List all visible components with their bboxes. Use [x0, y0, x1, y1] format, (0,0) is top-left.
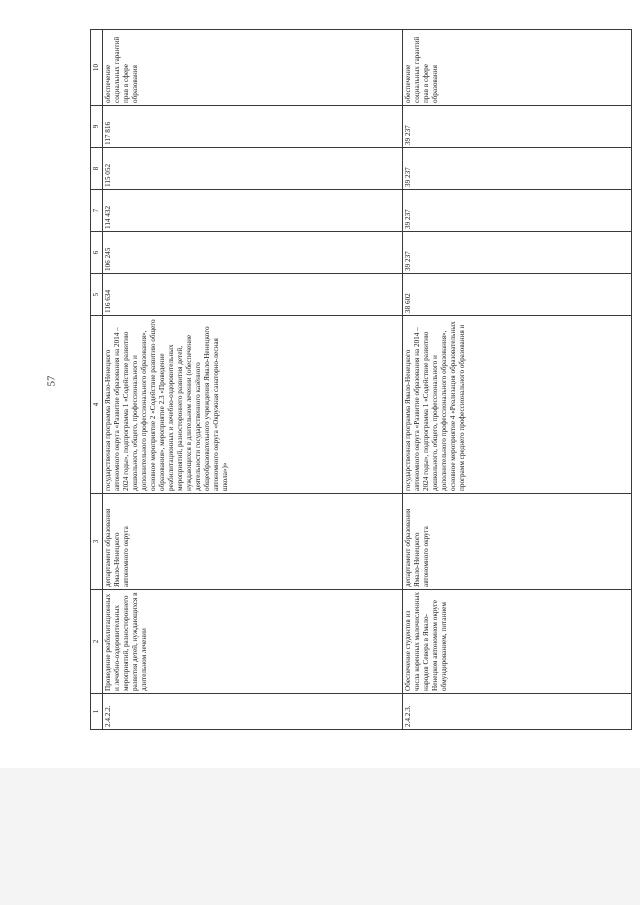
row-value-7: 39 237	[403, 190, 632, 232]
header-cell: 3	[91, 494, 103, 590]
page-number: 57	[45, 375, 58, 387]
row-code: 2.4.2.2.	[103, 694, 403, 730]
header-cell: 7	[91, 190, 103, 232]
header-cell: 1	[91, 694, 103, 730]
row-value-5: 116 634	[103, 274, 403, 316]
row-activity: Проведение реабилитационных и лечебно-оздоровительных мероприятий, разностороннего развития детей, нуждающихся в длительном лечении	[103, 590, 403, 694]
rotated-table-wrapper	[90, 30, 632, 730]
table-row	[103, 30, 403, 730]
scan-margin	[0, 768, 640, 905]
table-row	[403, 30, 632, 730]
row-value-9: 117 816	[103, 106, 403, 148]
row-value-8: 115 052	[103, 148, 403, 190]
header-cell: 8	[91, 148, 103, 190]
row-value-7: 114 432	[103, 190, 403, 232]
header-cell: 6	[91, 232, 103, 274]
activities-table	[90, 29, 632, 730]
header-cell: 4	[91, 316, 103, 494]
row-value-8: 39 237	[403, 148, 632, 190]
row-executor: департамент образования Ямало-Ненецкого автономного округа	[403, 494, 632, 590]
row-value-5: 38 602	[403, 274, 632, 316]
row-program: государственная программа Ямало-Ненецкого автономного округа «Развитие образования на 2014 – 2024 годы», подпрограмма 1 «Содействие развитию дошкольного, общего, профессионального и дополнительного профессионального образования», основное мероприятие 4 «Реализация образовательных программ среднего профессионального образования и	[403, 316, 632, 494]
row-activity: Обеспечение студентов из числа коренных малочисленных народов Севера в Ямало-Ненецком автономном округе обмундированием, питанием	[403, 590, 632, 694]
header-cell: 5	[91, 274, 103, 316]
row-result: обеспечение социальных гарантий прав в сфере образования	[103, 30, 403, 106]
header-cell: 2	[91, 590, 103, 694]
row-value-6: 39 237	[403, 232, 632, 274]
header-cell: 10	[91, 30, 103, 106]
row-value-9: 39 237	[403, 106, 632, 148]
row-code: 2.4.2.3.	[403, 694, 632, 730]
row-executor: департамент образования Ямало-Ненецкого автономного округа	[103, 494, 403, 590]
row-result: обеспечение социальных гарантий прав в сфере образования	[403, 30, 632, 106]
header-row	[91, 30, 103, 730]
row-program: государственная программа Ямало-Ненецкого автономного округа «Развитие образования на 2014 – 2024 годы», подпрограмма 1 «Содействие развитию дошкольного, общего, профессионального и дополнительного профессионального образования», основное мероприятие 2 «Содействие развитию общего образования», мероприятие 2.3 «Проведение реабилитационных и лечебно-оздоровительных мероприятий, разностороннего развития детей, нуждающихся в длительном лечении (обеспечение деятельности государственного казённого общеобразовательного учреждения Ямало-Ненецкого автономного округа «Окружная санаторно-лесная школа»)»	[103, 316, 403, 494]
row-value-6: 106 245	[103, 232, 403, 274]
header-cell: 9	[91, 106, 103, 148]
